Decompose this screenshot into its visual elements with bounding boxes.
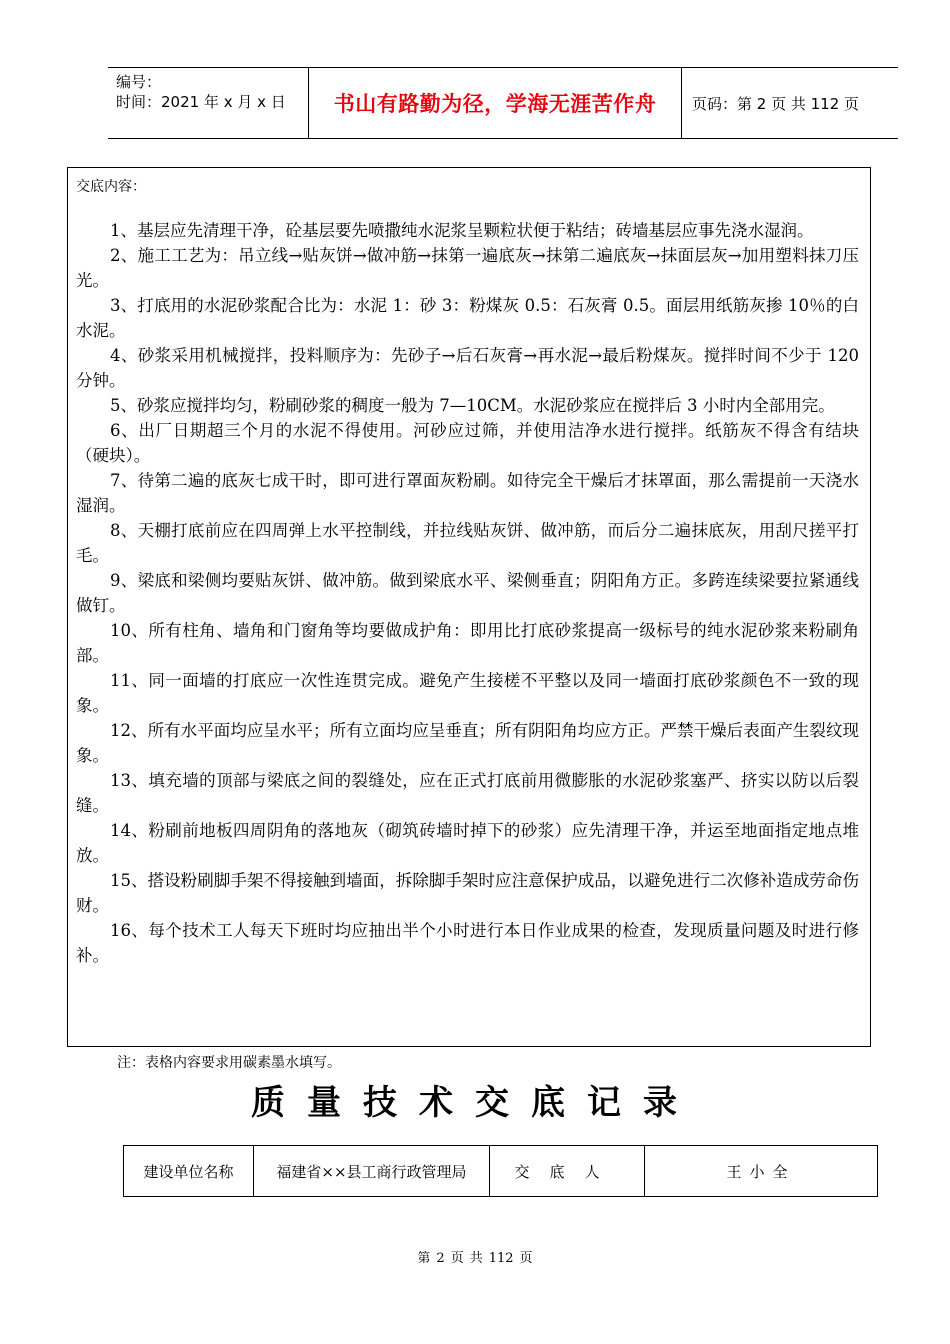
footer-text: 页 [450,1251,464,1266]
content-box [67,167,871,1047]
footer-text: 页 [519,1251,533,1266]
content-item: 12、所有水平面均应呈水平；所有立面均应呈垂直；所有阴阳角均应方正。严禁干燥后表面产生裂纹现象。 [76,721,859,765]
content-item: 13、填充墙的顶部与梁底之间的裂缝处，应在正式打底前用微膨胀的水泥砂浆塞严、挤实以防以后裂缝。 [76,771,859,815]
footer-total-pages: 112 [488,1251,514,1266]
content-item: 9、梁底和梁侧均要贴灰饼、做冲筋。做到梁底水平、梁侧垂直；阴阳角方正。多跨连续梁要拉紧通线做钉。 [76,571,859,615]
unit-name-value: 福建省××县工商行政管理局 [254,1146,490,1196]
content-item: 3、打底用的水泥砂浆配合比为：水泥 1：砂 3：粉煤灰 0.5：石灰膏 0.5。面层用纸筋灰掺 10％的白水泥。 [76,296,859,340]
footer-text: 共 [469,1251,483,1266]
footer-text: 第 [417,1251,431,1266]
header-page-info: 页码：第 2 页 共 112 页 [692,94,860,113]
form-note: 注：表格内容要求用碳素墨水填写。 [117,1055,341,1071]
header-motto: 书山有路勤为径，学海无涯苦作舟 [309,68,682,138]
header-meta [108,68,309,138]
time-label: 时间：2021 年 x 月 x 日 [116,93,286,111]
content-item: 16、每个技术工人每天下班时均应抽出半个小时进行本日作业成果的检查，发现质量问题及时进行修补。 [76,921,859,965]
content-item: 7、待第二遍的底灰七成干时，即可进行罩面灰粉刷。如待完全干燥后才抹罩面，那么需提前一天浇水湿润。 [76,471,859,515]
record-title: 质量技术交底记录 [251,1083,699,1123]
number-label: 编号： [116,73,162,91]
unit-name-label: 建设单位名称 [124,1146,254,1196]
content-item: 1、基层应先清理干净，砼基层要先喷撒纯水泥浆呈颗粒状便于粘结；砖墙基层应事先浇水湿润。 [110,221,814,240]
record-table [123,1145,878,1197]
footer-page-number: 2 [436,1251,445,1266]
page-footer [0,1247,950,1266]
content-item: 10、所有柱角、墙角和门窗角等均要做成护角：即用比打底砂浆提高一级标号的纯水泥砂浆来粉刷角部。 [76,621,859,665]
presenter-value: 王小全 [726,1162,796,1181]
content-item: 2、施工工艺为：吊立线→贴灰饼→做冲筋→抹第一遍底灰→抹第二遍底灰→抹面层灰→加用塑料抹刀压光。 [76,246,859,290]
content-item: 8、天棚打底前应在四周弹上水平控制线，并拉线贴灰饼、做冲筋，而后分二遍抹底灰，用刮尺搓平打毛。 [76,521,859,565]
content-item: 11、同一面墙的打底应一次性连贯完成。避免产生接槎不平整以及同一墙面打底砂浆颜色不一致的现象。 [76,671,859,715]
content-item: 5、砂浆应搅拌均匀，粉刷砂浆的稠度一般为 7—10CM。水泥砂浆应在搅拌后 3 小时内全部用完。 [110,396,835,415]
content-item: 15、搭设粉刷脚手架不得接触到墙面，拆除脚手架时应注意保护成品，以避免进行二次修补造成劳命伤财。 [76,871,859,915]
content-item: 4、砂浆采用机械搅拌，投料顺序为：先砂子→后石灰膏→再水泥→最后粉煤灰。搅拌时间不少于 120 分钟。 [76,346,859,390]
presenter-label: 交底人 [490,1146,645,1196]
content-label: 交底内容： [76,179,146,195]
page-header [108,67,898,139]
content-item: 14、粉刷前地板四周阴角的落地灰（砌筑砖墙时掉下的砂浆）应先清理干净，并运至地面指定地点堆放。 [76,821,859,865]
content-items [76,218,859,968]
content-item: 6、出厂日期超三个月的水泥不得使用。河砂应过筛，并使用洁净水进行搅拌。纸筋灰不得含有结块（硬块）。 [76,421,859,465]
